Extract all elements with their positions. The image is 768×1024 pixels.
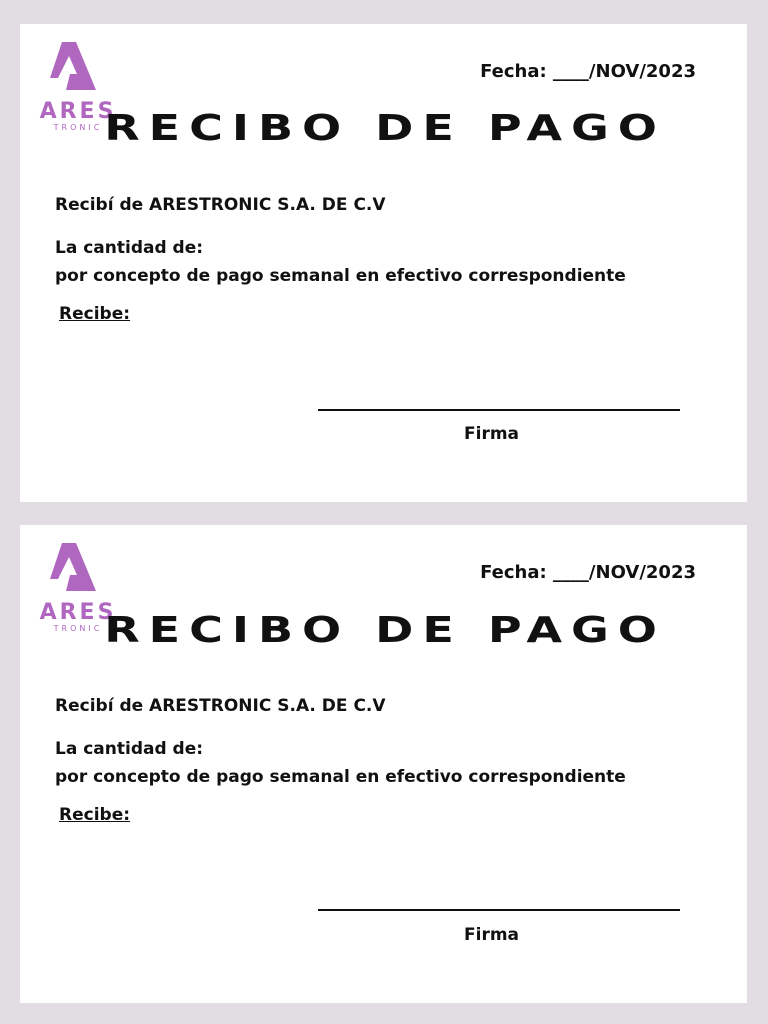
svg-text:TRONIC: TRONIC bbox=[53, 123, 103, 132]
concept-line: por concepto de pago semanal en efectivo correspondiente bbox=[55, 266, 626, 286]
received-from-line: Recibí de ARESTRONIC S.A. DE C.V bbox=[55, 696, 386, 716]
signature-line bbox=[318, 909, 680, 911]
received-from-line: Recibí de ARESTRONIC S.A. DE C.V bbox=[55, 195, 386, 215]
recipient-label: Recibe: bbox=[59, 805, 131, 825]
receipt-card bbox=[20, 24, 747, 502]
signature-label: Firma bbox=[464, 925, 520, 945]
svg-text:ARES: ARES bbox=[39, 99, 117, 124]
svg-text:ARES: ARES bbox=[39, 600, 117, 625]
date-field: Fecha: ____/NOV/2023 bbox=[480, 562, 696, 583]
receipt-title: RECIBO DE PAGO bbox=[104, 108, 666, 149]
concept-line: por concepto de pago semanal en efectivo correspondiente bbox=[55, 767, 626, 787]
receipt-card bbox=[20, 525, 747, 1003]
amount-label: La cantidad de: bbox=[55, 238, 204, 258]
svg-text:TRONIC: TRONIC bbox=[53, 624, 103, 633]
date-field: Fecha: ____/NOV/2023 bbox=[480, 61, 696, 82]
signature-label: Firma bbox=[464, 424, 520, 444]
recipient-label: Recibe: bbox=[59, 304, 131, 324]
signature-line bbox=[318, 409, 680, 411]
amount-label: La cantidad de: bbox=[55, 739, 204, 759]
receipt-title: RECIBO DE PAGO bbox=[104, 610, 666, 651]
